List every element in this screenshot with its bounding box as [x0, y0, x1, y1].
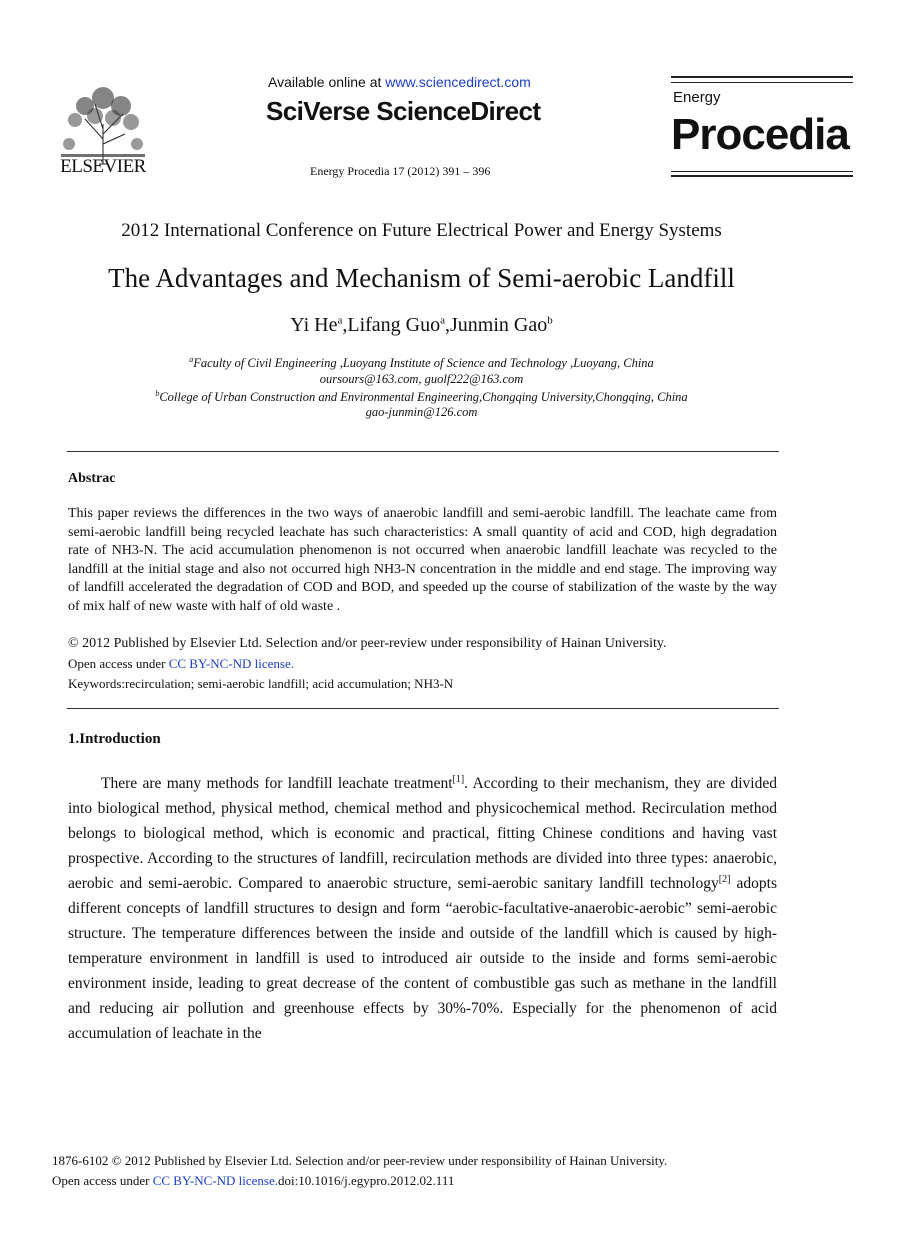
- paper-title: The Advantages and Mechanism of Semi-aerobic Landfill: [108, 263, 735, 293]
- available-online-line: Available online at www.sciencedirect.com: [268, 74, 531, 90]
- elsevier-wordmark: ELSEVIER: [60, 156, 146, 177]
- author-affiliation-mark: a: [337, 314, 343, 327]
- keywords: Keywords:recirculation; semi-aerobic landfill; acid accumulation; NH3-N: [68, 676, 454, 691]
- journal-reference: Energy Procedia 17 (2012) 391 – 396: [310, 164, 491, 178]
- sciencedirect-link[interactable]: www.sciencedirect.com: [385, 74, 531, 90]
- author-list: Yi He$^a$,Lifang Guo$^a$,Junmin Gao$^b$: [290, 314, 553, 336]
- author-name: Junmin Gao: [450, 314, 548, 336]
- author-affiliation-mark: b: [547, 314, 553, 327]
- abstract-text: This paper reviews the differences in the two ways of anaerobic landfill and semi-aerobic landfill. The leachate came from semi-aerobic landfill being recycled leachate has such characteristics: A small quantity of acid and COD, high degradation rate of NH3-N. The acid accumulation phenomenon is not occurred when anaerobic landfill leachate was recycled to the landfill at the initial stage and also not occurred high NH3-N concentration in the middle and end stage. The improving way of landfill accelerated the degradation of COD and BOD, and speeded up the course of stabilization of the waste by the way of mix half of new waste with half of old waste .: [68, 506, 777, 614]
- logo-energy-word: Energy: [673, 89, 721, 106]
- affiliation-a: $^a$Faculty of Civil Engineering ,Luoyang Institute of Science and Technology ,Luoyang, China: [189, 355, 654, 371]
- logo-procedia-word: Procedia: [671, 110, 849, 159]
- abstract-heading: Abstrac: [68, 471, 116, 486]
- author-affiliation-mark: a: [440, 314, 446, 327]
- affiliation-b: $^b$College of Urban Construction and Environmental Engineering,Chongqing University,Chongqing, China: [155, 389, 688, 405]
- divider: [67, 708, 779, 709]
- introduction-text: There are many methods for landfill leachate treatment[1]. According to their mechanism, they are divided into biological method, physical method, chemical method and physicochemical method. Recirculation method belongs to biological method, which is economic and practical, fitting Chinese conditions and having vast prospective. According to the structures of landfill, recirculation methods are divided into three types: anaerobic, aerobic and semi-aerobic. Compared to anaerobic structure, semi-aerobic sanitary landfill technology[2] adopts different concepts of landfill structures to design and form “aerobic-facultative-anaerobic-aerobic” semi-aerobic structure. The temperature differences between the inside and outside of the landfill which is caused by high-temperature environment in landfill is used to introduced air outside to the inside and forms semi-aerobic environment inside, leading to great decrease of the content of combustible gas such as methane in the landfill and reducing air pollution and greenhouse effects by 30%-70%. Especially for the phenomenon of acid accumulation of leachate in the: [68, 773, 778, 1042]
- copyright-notice: © 2012 Published by Elsevier Ltd. Selection and/or peer-review under responsibility of Hainan University.: [68, 636, 667, 651]
- section-heading-introduction: 1.Introduction: [68, 731, 161, 747]
- citation-link[interactable]: [1]: [452, 773, 465, 785]
- citation-link[interactable]: [2]: [718, 873, 731, 885]
- conference-name: 2012 International Conference on Future Electrical Power and Energy Systems: [121, 220, 722, 241]
- doi[interactable]: doi:10.1016/j.egypro.2012.02.111: [278, 1173, 455, 1188]
- footer-license-link[interactable]: CC BY-NC-ND license.: [152, 1173, 279, 1188]
- sciverse-sciencedirect-logo: SciVerse ScienceDirect: [266, 96, 541, 126]
- license-link[interactable]: CC BY-NC-ND license.: [168, 656, 295, 671]
- author-name: Lifang Guo: [347, 314, 441, 336]
- author-name: Yi He: [290, 314, 338, 336]
- footer-issn-line: 1876-6102 © 2012 Published by Elsevier Ltd. Selection and/or peer-review under responsibility of Hainan University.: [52, 1153, 668, 1168]
- energy-procedia-logo: [671, 76, 853, 177]
- affiliation-b-email: gao-junmin@126.com: [365, 405, 478, 419]
- divider: [67, 451, 779, 452]
- open-access-notice: Open access under CC BY-NC-ND license.: [68, 656, 295, 671]
- affiliation-a-emails: oursours@163.com, guolf222@163.com: [319, 372, 524, 386]
- footer-open-access: Open access under CC BY-NC-ND license.doi:10.1016/j.egypro.2012.02.111: [52, 1173, 455, 1188]
